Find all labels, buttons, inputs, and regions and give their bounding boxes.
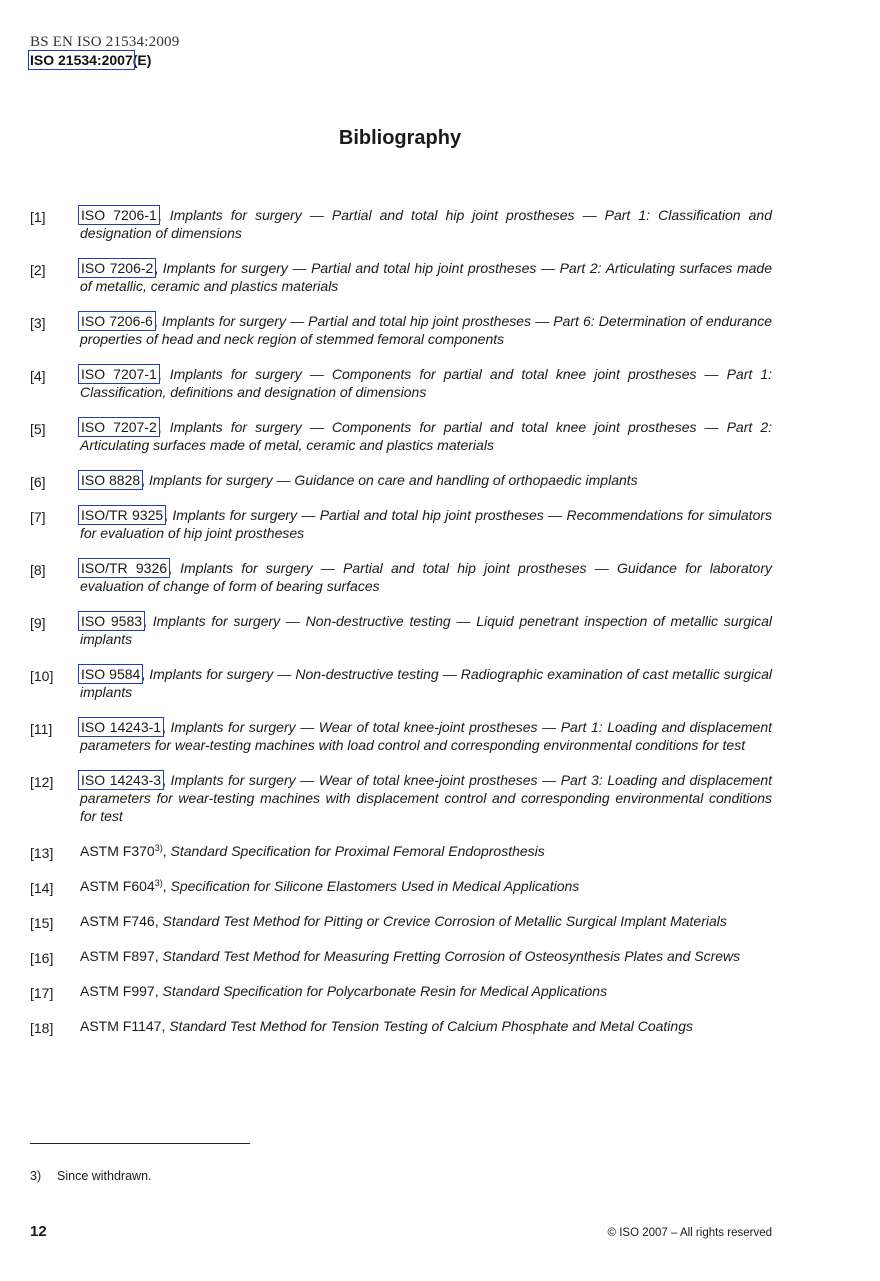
reference-code-link[interactable]: ISO 9583 bbox=[81, 613, 143, 629]
reference-body bbox=[80, 771, 772, 825]
reference-code-link[interactable]: ISO 7206-1 bbox=[81, 207, 157, 223]
reference-number: [3] bbox=[30, 315, 46, 331]
document-id-header: BS EN ISO 21534:2009 bbox=[30, 34, 180, 50]
reference-number: [12] bbox=[30, 774, 54, 790]
reference-code: ASTM F746 bbox=[80, 913, 155, 929]
reference-body bbox=[80, 259, 772, 295]
reference-title: Standard Specification for Proximal Femoral Endoprosthesis bbox=[170, 843, 545, 859]
reference-number: [8] bbox=[30, 562, 46, 578]
reference-item bbox=[30, 612, 772, 648]
reference-title: Standard Test Method for Tension Testing of Calcium Phosphate and Metal Coatings bbox=[169, 1018, 693, 1034]
reference-item bbox=[30, 206, 772, 242]
reference-body bbox=[80, 842, 772, 860]
reference-code: ASTM F370 bbox=[80, 843, 155, 859]
reference-title: Implants for surgery — Wear of total knee-joint prostheses — Part 1: Loading and displacement parameters for wear-testing machines with load control and corresponding environmental conditions for test bbox=[80, 719, 773, 753]
footnote-marker: 3) bbox=[154, 843, 163, 853]
reference-code: ASTM F1147 bbox=[80, 1018, 162, 1034]
reference-number: [11] bbox=[30, 721, 53, 737]
reference-body bbox=[80, 206, 772, 242]
reference-number: [16] bbox=[30, 950, 54, 966]
reference-separator: , bbox=[164, 507, 173, 523]
standard-id-header bbox=[30, 52, 151, 68]
reference-number: [9] bbox=[30, 615, 46, 631]
reference-number: [17] bbox=[30, 985, 54, 1001]
reference-code: ASTM F604 bbox=[80, 878, 155, 894]
reference-separator: , bbox=[154, 948, 163, 964]
reference-code-link[interactable]: ISO 7206-6 bbox=[81, 313, 153, 329]
reference-body bbox=[80, 877, 772, 895]
reference-separator: , bbox=[141, 666, 150, 682]
reference-item bbox=[30, 418, 772, 454]
standard-id-suffix: (E) bbox=[132, 52, 152, 68]
reference-item bbox=[30, 912, 772, 930]
reference-item bbox=[30, 718, 772, 754]
reference-separator: , bbox=[162, 719, 171, 735]
reference-body bbox=[80, 312, 772, 348]
reference-item bbox=[30, 842, 772, 860]
reference-separator: , bbox=[154, 983, 163, 999]
reference-body bbox=[80, 718, 772, 754]
reference-code-link[interactable]: ISO 8828 bbox=[81, 472, 141, 488]
reference-separator: , bbox=[162, 878, 171, 894]
reference-number: [2] bbox=[30, 262, 46, 278]
reference-item bbox=[30, 1017, 772, 1035]
reference-title: Standard Specification for Polycarbonate Resin for Medical Applications bbox=[162, 983, 608, 999]
reference-code-link[interactable]: ISO 7206-2 bbox=[81, 260, 154, 276]
footnote-divider bbox=[30, 1143, 250, 1144]
reference-title: Implants for surgery — Partial and total hip joint prostheses — Part 2: Articulating surfaces made of metallic, ceramic and plastics materials bbox=[80, 260, 772, 294]
reference-separator: , bbox=[157, 207, 170, 223]
reference-title: Implants for surgery — Components for partial and total knee joint prostheses — Part 1: Classification, definitions and designation of dimensions bbox=[80, 366, 773, 400]
reference-code-link[interactable]: ISO/TR 9325 bbox=[81, 507, 164, 523]
reference-number: [14] bbox=[30, 880, 54, 896]
reference-title: Implants for surgery — Non-destructive testing — Radiographic examination of cast metallic surgical implants bbox=[80, 666, 773, 700]
reference-separator: , bbox=[168, 560, 181, 576]
reference-item bbox=[30, 771, 772, 825]
reference-title: Implants for surgery — Components for partial and total knee joint prostheses — Part 2: Articulating surfaces made of metal, ceramic and plastics materials bbox=[80, 419, 773, 453]
reference-body bbox=[80, 1017, 772, 1035]
reference-item bbox=[30, 877, 772, 895]
reference-body bbox=[80, 471, 772, 489]
footnote bbox=[30, 1169, 152, 1183]
reference-title: Implants for surgery — Partial and total hip joint prostheses — Part 1: Classification and designation of dimensions bbox=[80, 207, 773, 241]
reference-number: [18] bbox=[30, 1020, 54, 1036]
reference-body bbox=[80, 947, 772, 965]
footnote-marker: 3) bbox=[154, 878, 163, 888]
reference-title: Implants for surgery — Wear of total knee-joint prostheses — Part 3: Loading and displacement parameters for wear-testing machines with displacement control and corresponding environmental conditions for test bbox=[80, 772, 773, 824]
reference-item bbox=[30, 982, 772, 1000]
reference-separator: , bbox=[161, 1018, 170, 1034]
reference-body bbox=[80, 912, 772, 930]
reference-title: Standard Test Method for Measuring Fretting Corrosion of Osteosynthesis Plates and Screws bbox=[162, 948, 741, 964]
reference-title: Implants for surgery — Non-destructive testing — Liquid penetrant inspection of metallic surgical implants bbox=[80, 613, 772, 647]
reference-separator: , bbox=[162, 772, 171, 788]
reference-number: [1] bbox=[30, 209, 46, 225]
standard-id-link[interactable]: ISO 21534:2007 bbox=[30, 52, 133, 68]
reference-item bbox=[30, 259, 772, 295]
page-title: Bibliography bbox=[338, 127, 462, 149]
reference-code: ASTM F997 bbox=[80, 983, 155, 999]
reference-body bbox=[80, 365, 772, 401]
reference-item bbox=[30, 559, 772, 595]
reference-item bbox=[30, 665, 772, 701]
reference-title: Implants for surgery — Guidance on care and handling of orthopaedic implants bbox=[148, 472, 638, 488]
reference-number: [4] bbox=[30, 368, 46, 384]
reference-body bbox=[80, 982, 772, 1000]
reference-separator: , bbox=[153, 313, 162, 329]
reference-title: Standard Test Method for Pitting or Crevice Corrosion of Metallic Surgical Implant Materials bbox=[162, 913, 727, 929]
reference-item bbox=[30, 947, 772, 965]
reference-separator: , bbox=[154, 260, 163, 276]
reference-code-link[interactable]: ISO 7207-2 bbox=[81, 419, 157, 435]
reference-title: Implants for surgery — Partial and total hip joint prostheses — Part 6: Determination of endurance properties of head and neck region of stemmed femoral components bbox=[80, 313, 772, 347]
reference-body bbox=[80, 665, 772, 701]
reference-code-link[interactable]: ISO 7207-1 bbox=[81, 366, 157, 382]
reference-body bbox=[80, 418, 772, 454]
reference-separator: , bbox=[141, 472, 149, 488]
reference-body bbox=[80, 559, 772, 595]
reference-item bbox=[30, 365, 772, 401]
reference-code-link[interactable]: ISO 14243-3 bbox=[81, 772, 162, 788]
footnote-number: 3) bbox=[30, 1169, 42, 1183]
reference-title: Specification for Silicone Elastomers Used in Medical Applications bbox=[170, 878, 580, 894]
reference-number: [6] bbox=[30, 474, 46, 490]
reference-separator: , bbox=[157, 419, 170, 435]
reference-body bbox=[80, 612, 772, 648]
reference-separator: , bbox=[157, 366, 170, 382]
reference-title: Implants for surgery — Partial and total hip joint prostheses — Guidance for laboratory evaluation of change of form of bearing surfaces bbox=[80, 560, 772, 594]
reference-title: Implants for surgery — Partial and total hip joint prostheses — Recommendations for simulators for evaluation of hip joint prostheses bbox=[80, 507, 773, 541]
reference-code-link[interactable]: ISO/TR 9326 bbox=[81, 560, 168, 576]
reference-separator: , bbox=[162, 843, 171, 859]
footnote-text: Since withdrawn. bbox=[57, 1169, 152, 1183]
page-number: 12 bbox=[30, 1223, 47, 1240]
reference-separator: , bbox=[143, 613, 153, 629]
reference-code-link[interactable]: ISO 14243-1 bbox=[81, 719, 162, 735]
reference-number: [7] bbox=[30, 509, 46, 525]
copyright-notice: © ISO 2007 – All rights reserved bbox=[607, 1227, 772, 1239]
reference-body bbox=[80, 506, 772, 542]
reference-number: [10] bbox=[30, 668, 54, 684]
reference-list bbox=[30, 206, 772, 1052]
reference-code: ASTM F897 bbox=[80, 948, 155, 964]
reference-item bbox=[30, 506, 772, 542]
reference-item bbox=[30, 312, 772, 348]
reference-separator: , bbox=[154, 913, 163, 929]
reference-code-link[interactable]: ISO 9584 bbox=[81, 666, 141, 682]
reference-number: [15] bbox=[30, 915, 54, 931]
reference-number: [13] bbox=[30, 845, 54, 861]
reference-item bbox=[30, 471, 772, 489]
reference-number: [5] bbox=[30, 421, 46, 437]
